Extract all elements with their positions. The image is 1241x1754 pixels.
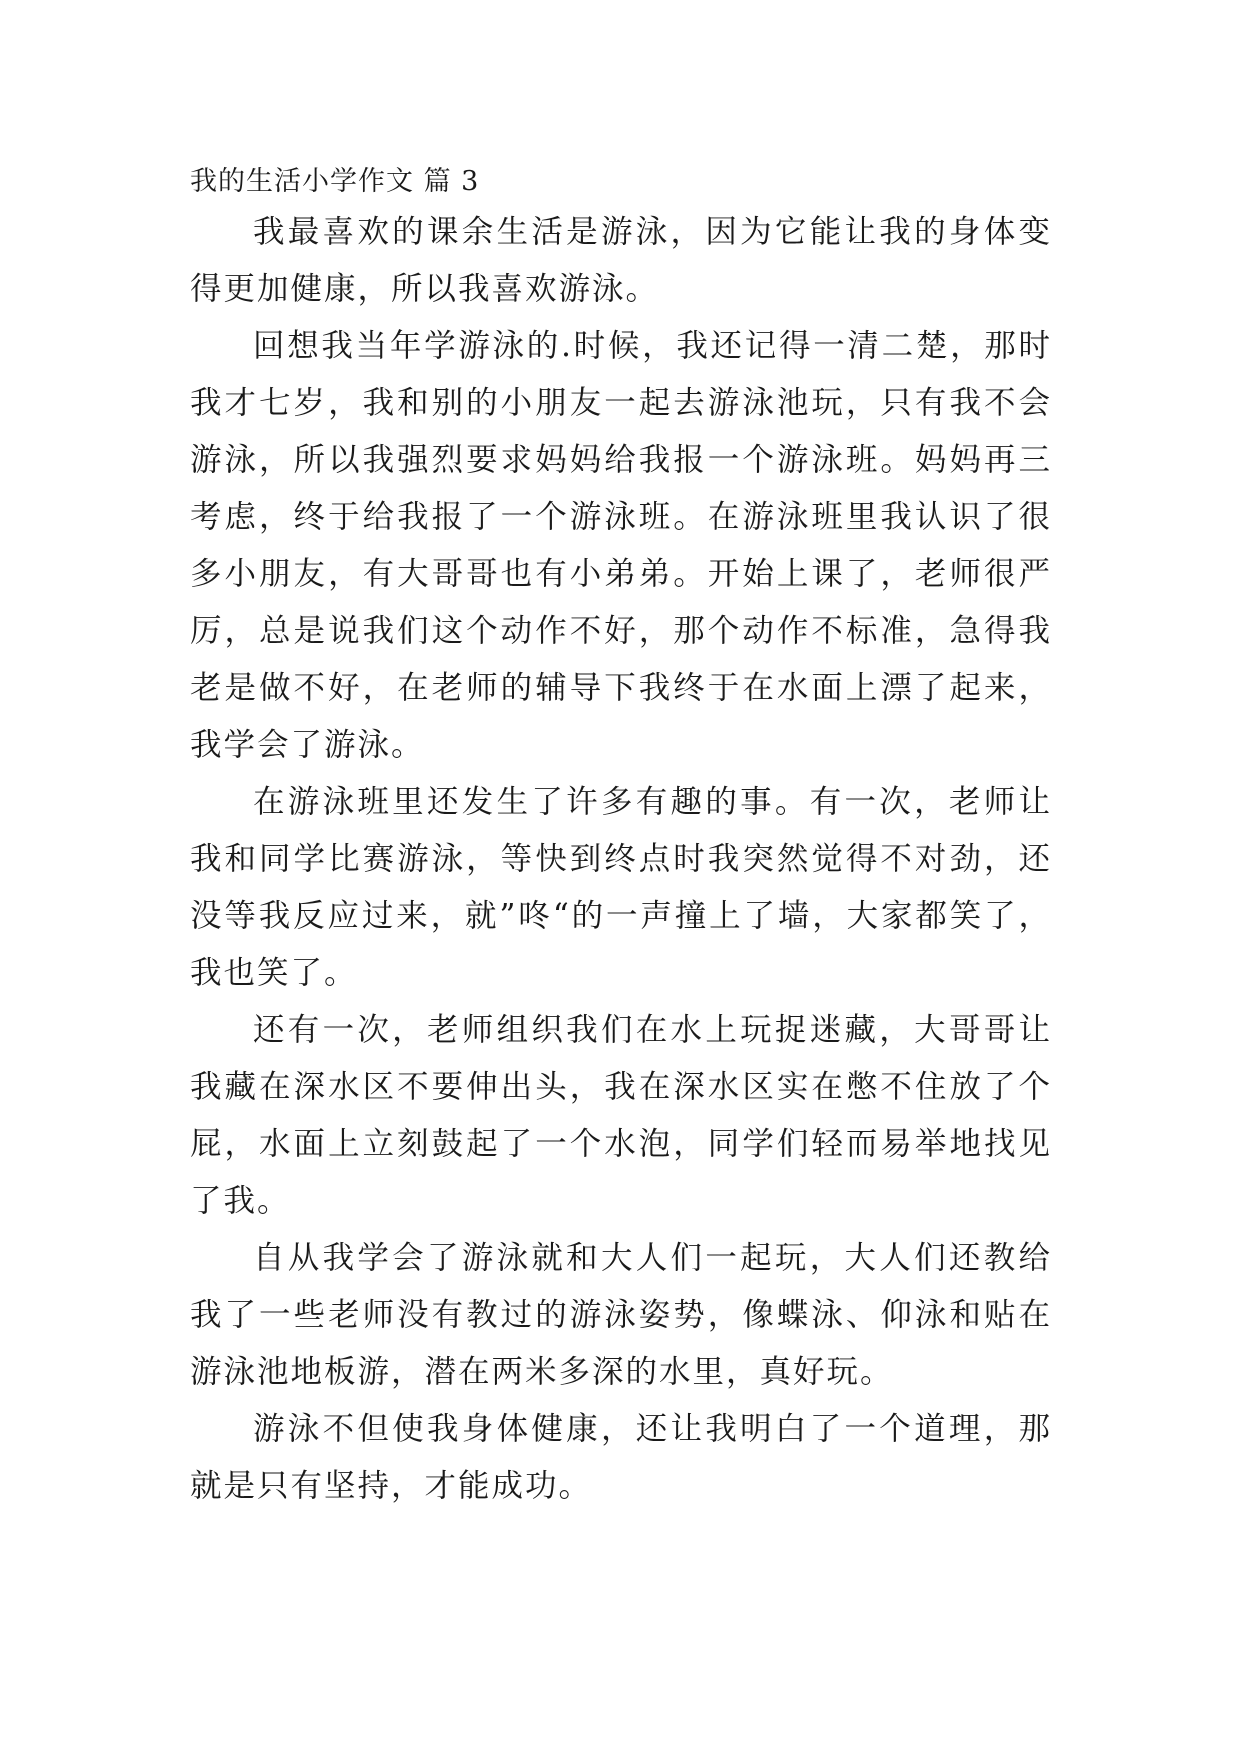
paragraph-4: 还有一次，老师组织我们在水上玩捉迷藏，大哥哥让我藏在深水区不要伸出头，我在深水区实在憋不住放了个屁，水面上立刻鼓起了一个水泡，同学们轻而易举地找见了我。	[190, 1012, 1052, 1219]
paragraph-5: 自从我学会了游泳就和大人们一起玩，大人们还教给我了一些老师没有教过的游泳姿势，像蝶泳、仰泳和贴在游泳池地板游，潜在两米多深的水里，真好玩。	[190, 1240, 1052, 1390]
paragraph-2: 回想我当年学游泳的.时候，我还记得一清二楚，那时我才七岁，我和别的小朋友一起去游泳池玩，只有我不会游泳，所以我强烈要求妈妈给我报一个游泳班。妈妈再三考虑，终于给我报了一个游泳班。在游泳班里我认识了很多小朋友，有大哥哥也有小弟弟。开始上课了，老师很严厉，总是说我们这个动作不好，那个动作不标准，急得我老是做不好，在老师的辅导下我终于在水面上漂了起来，我学会了游泳。	[190, 328, 1052, 763]
paragraph-1: 我最喜欢的课余生活是游泳，因为它能让我的身体变得更加健康，所以我喜欢游泳。	[190, 214, 1052, 307]
paragraph-3: 在游泳班里还发生了许多有趣的事。有一次，老师让我和同学比赛游泳，等快到终点时我突然觉得不对劲，还没等我反应过来，就”咚“的一声撞上了墙，大家都笑了，我也笑了。	[190, 784, 1052, 991]
paragraph-6: 游泳不但使我身体健康，还让我明白了一个道理，那就是只有坚持，才能成功。	[190, 1411, 1052, 1504]
document-title: 我的生活小学作文 篇 3	[190, 166, 480, 197]
document-page	[190, 162, 1052, 1515]
